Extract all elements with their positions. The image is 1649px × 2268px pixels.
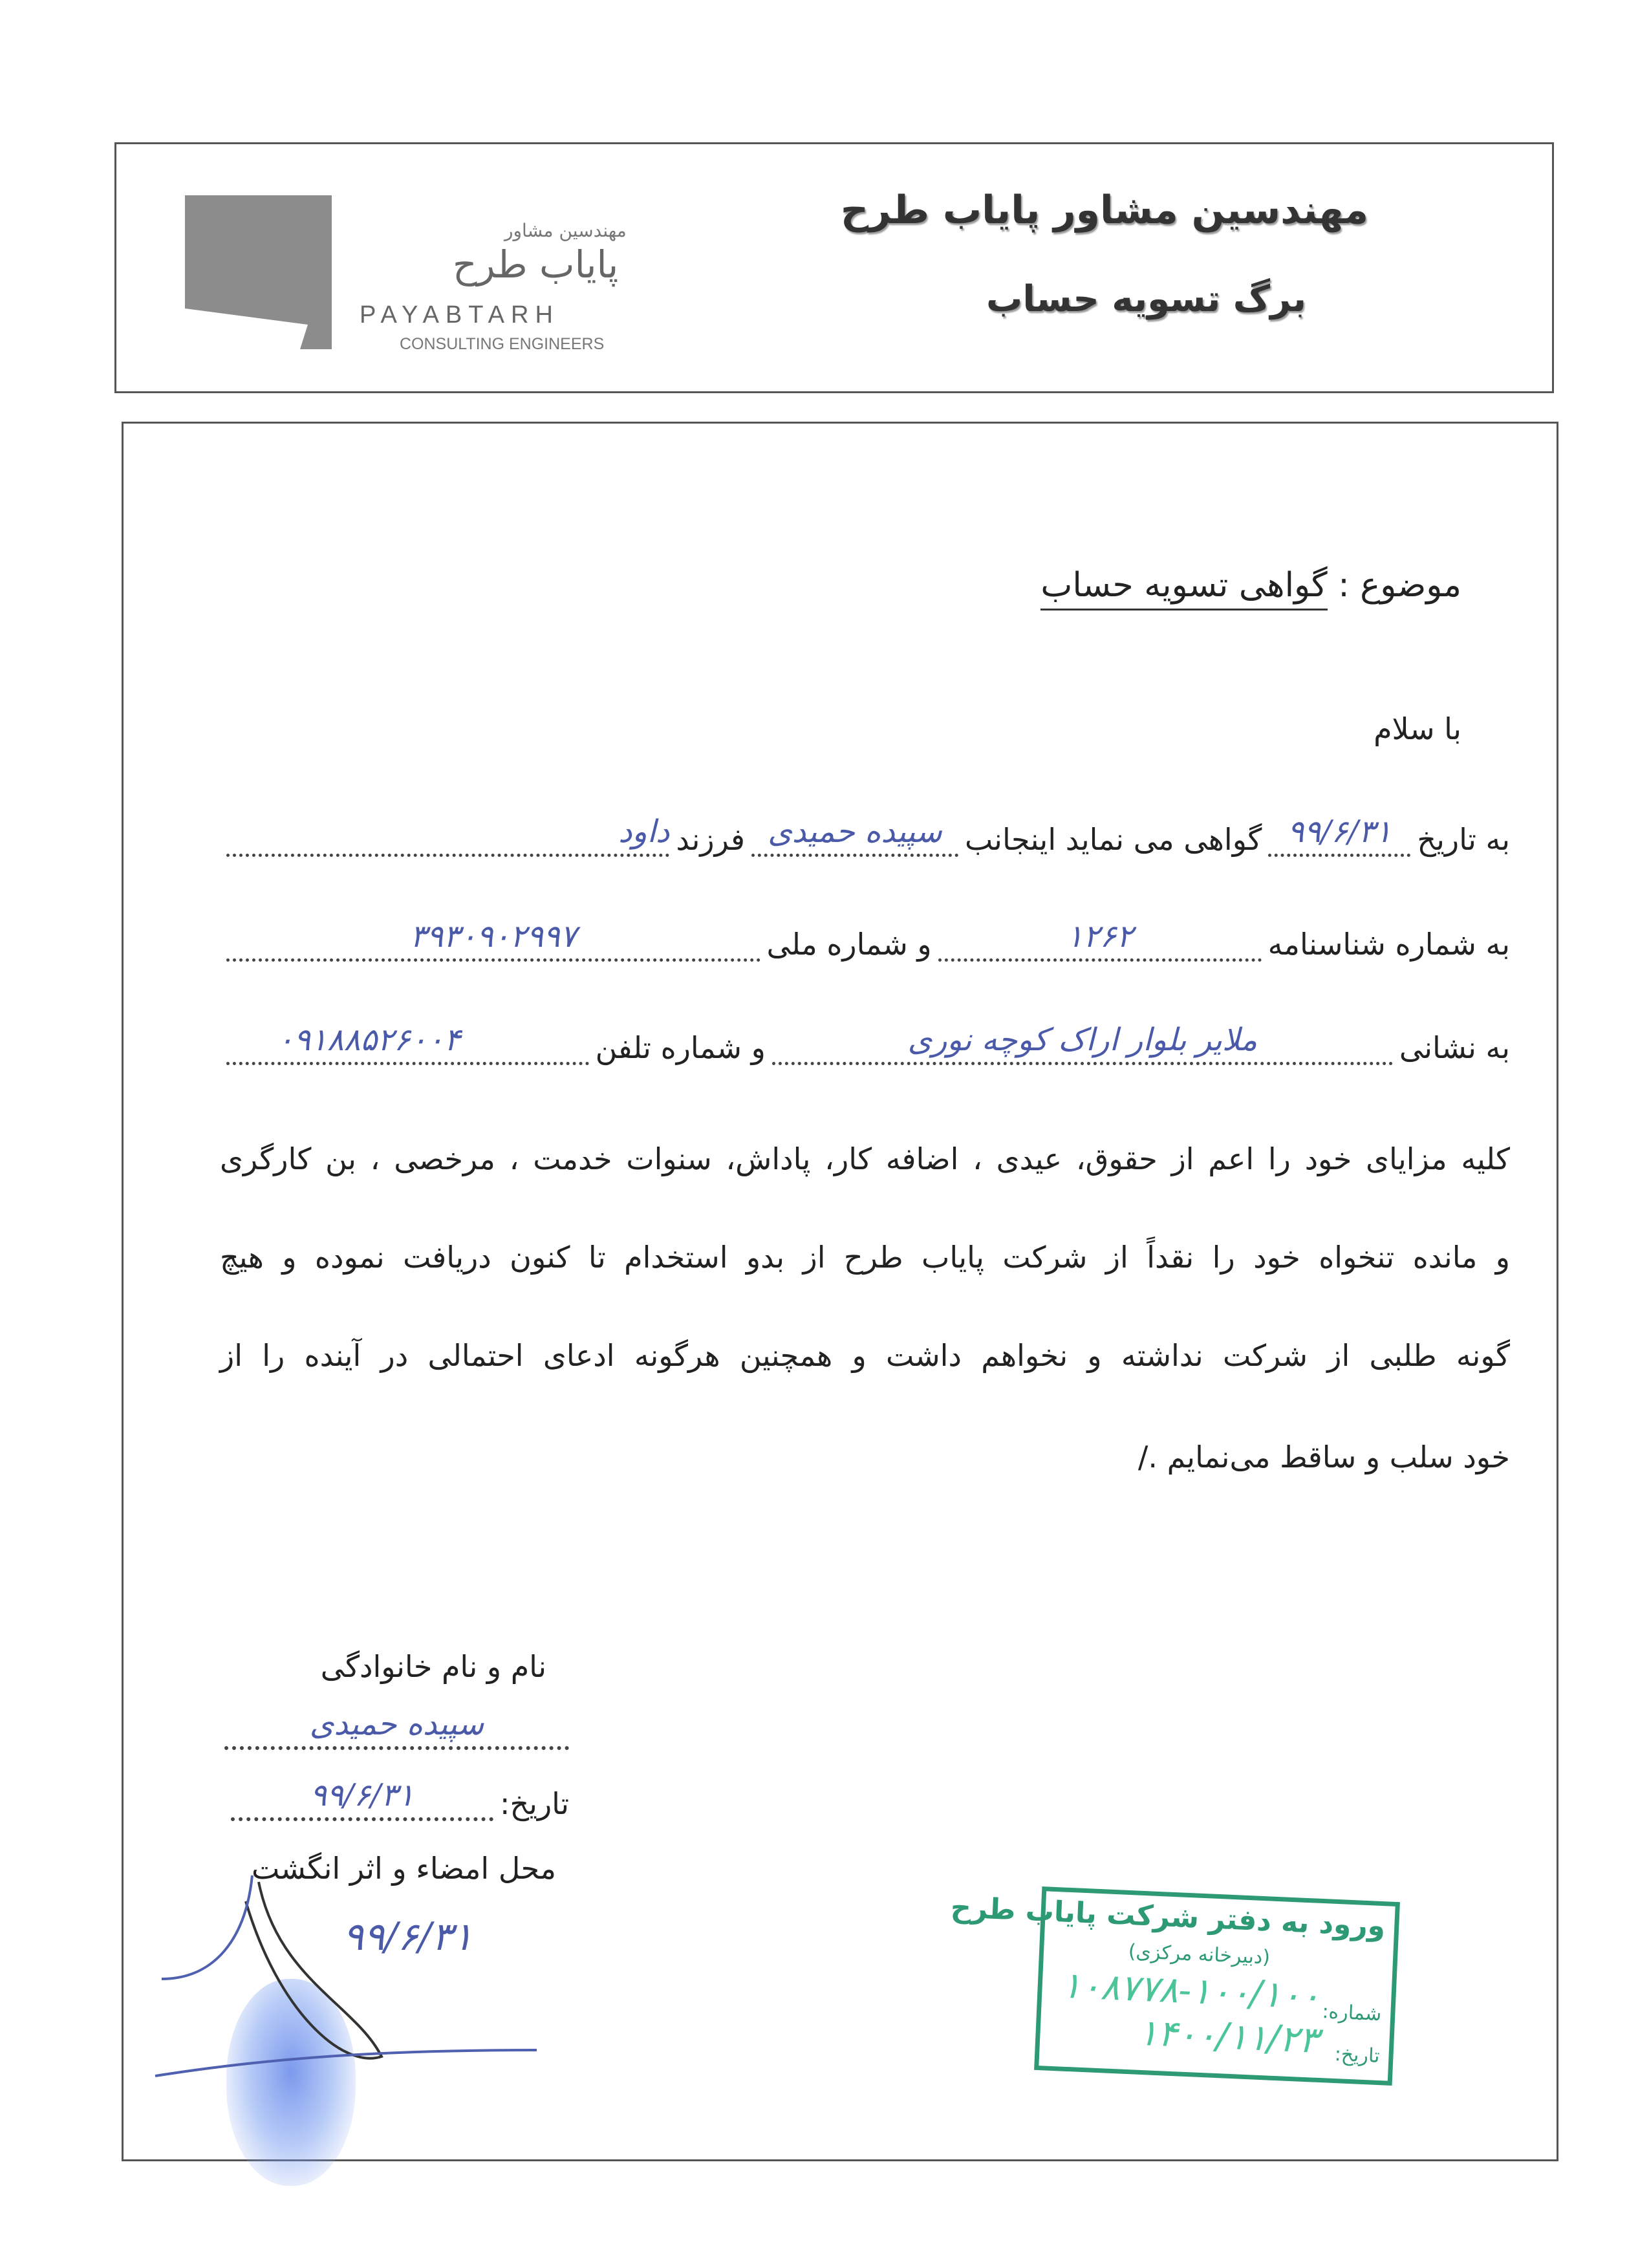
logo-text-subtitle: CONSULTING ENGINEERS [400, 335, 605, 353]
label-child-of: فرزند [676, 822, 745, 857]
subject-value: گواهی تسویه حساب [1040, 566, 1327, 610]
phone-value: ۰۹۱۸۸۵۲۶۰۰۴ [277, 1022, 461, 1058]
label-national-id: و شماره ملی [766, 927, 932, 962]
stamp-number-label: شماره: [1321, 2000, 1383, 2026]
logo-text-small: مهندسین مشاور [504, 220, 627, 241]
company-name: مهندسین مشاور پایاب طرح [840, 188, 1368, 233]
company-logo-mark [185, 195, 332, 349]
phone-field[interactable] [226, 1022, 589, 1065]
signature-stroke [149, 1863, 537, 2095]
stamp-date-value: ۱۴۰۰/۱۱/۲۳ [1137, 2011, 1319, 2062]
date-value: ۹۹/۶/۳۱ [1287, 814, 1392, 850]
signature-date-label: تاریخ: [499, 1786, 569, 1821]
address-field[interactable] [772, 1022, 1393, 1065]
label-id-number: به شماره شناسنامه [1267, 927, 1510, 962]
name-label: نام و نام خانوادگی [320, 1649, 546, 1684]
signature-date-value: ۹۹/۶/۳۱ [310, 1777, 415, 1813]
paragraph-line: خود سلب و ساقط می‌نمایم ./ [1137, 1440, 1510, 1474]
handwritten-date: ۹۹/۶/۳۱ [343, 1914, 473, 1960]
signature-place-label: محل امضاء و اثر انگشت [252, 1851, 556, 1886]
greeting: با سلام [1374, 711, 1461, 746]
id-number-value: ۱۲۶۲ [1066, 918, 1134, 955]
logo-text-persian: پایاب طرح [453, 243, 619, 286]
signature-date-row [224, 1777, 569, 1821]
registration-stamp [950, 1886, 1400, 2086]
signature-name-field[interactable] [224, 1706, 569, 1750]
date-field[interactable] [1268, 814, 1410, 857]
label-certify: گواهی می نماید اینجانب [964, 822, 1262, 857]
stamp-subtitle: (دبیرخانه مرکزی) [1128, 1939, 1271, 1969]
label-date: به تاریخ [1417, 822, 1510, 857]
form-title: برگ تسویه حساب [986, 278, 1306, 320]
subject-line [1040, 566, 1461, 605]
line-date-name [220, 814, 1510, 857]
name-field[interactable] [751, 814, 958, 857]
id-number-field[interactable] [938, 918, 1262, 962]
national-id-field[interactable] [226, 918, 760, 962]
stamp-title: ورود به دفتر شرکت پایاب طرح [950, 1890, 1386, 1943]
signature-name-value: سپیده حمیدی [309, 1706, 484, 1742]
national-id-value: ۳۹۳۰۹۰۲۹۹۷ [409, 918, 577, 955]
father-value: داود [618, 814, 670, 850]
father-field[interactable] [226, 814, 670, 857]
stamp-date-label: تاریخ: [1333, 2043, 1381, 2068]
paragraph-line: کلیه مزایای خود را اعم از حقوق، عیدی ، اضافه کار، پاداش، سنوات خدمت ، مرخصی ، بن کارگری [220, 1141, 1510, 1176]
logo-text-english: PAYABTARH [360, 301, 559, 329]
line-id-numbers [220, 918, 1510, 962]
subject-label: موضوع : [1338, 566, 1461, 605]
paragraph-line: گونه طلبی از شرکت نداشته و نخواهم داشت و همچنین هرگونه ادعای احتمالی در آینده را از [220, 1338, 1510, 1373]
label-address: به نشانی [1399, 1030, 1510, 1065]
name-value: سپیده حمیدی [768, 814, 942, 850]
label-phone: و شماره تلفن [595, 1030, 766, 1065]
signature-date-field[interactable] [231, 1777, 493, 1821]
line-address-phone [220, 1022, 1510, 1065]
stamp-number-value: ۱۰۸۷۷۸-۱۰۰/۱۰۰ [1061, 1964, 1321, 2018]
address-value: ملایر بلوار اراک کوچه نوری [907, 1022, 1258, 1058]
paragraph-line: و مانده تنخواه خود را نقداً از شرکت پایاب طرح از بدو استخدام تا کنون دریافت نموده و هیچ [220, 1240, 1510, 1275]
